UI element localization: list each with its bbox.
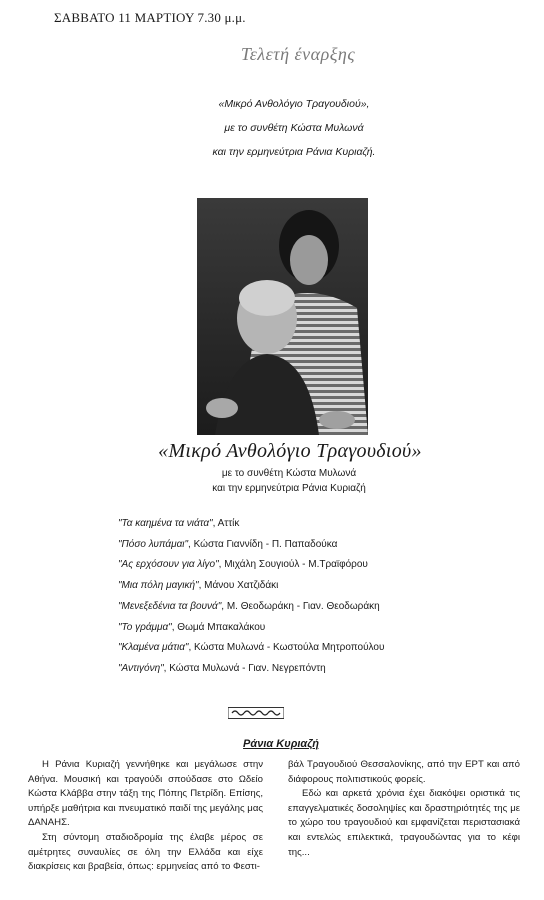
song-item xyxy=(118,618,448,639)
bio-column-left xyxy=(28,758,263,875)
intro-line-2 xyxy=(44,116,544,140)
album-subtitle xyxy=(0,466,544,496)
song-item xyxy=(118,597,448,618)
bio-column-right xyxy=(288,758,520,860)
song-title: "Ας ερχόσουν για λίγο" xyxy=(118,559,219,571)
song-title: "Κλαμένα μάτια" xyxy=(118,642,189,654)
song-credit: , Μ. Θεοδωράκη - Γιαν. Θεοδωράκη xyxy=(221,600,380,612)
bio-paragraph: βάλ Τραγουδιού Θεσσαλονίκης, από την ΕΡΤ και από διάφορους πολιτιστικούς φορείς. xyxy=(288,759,520,785)
bio-paragraph: Η Ράνια Κυριαζή γεννήθηκε και μεγάλωσε στην Αθήνα. Μουσική και τραγούδι σπούδασε στο Ωδείο Κώστα Κλάββα στην τάξη της Πόπης Πετρίδη. Επίσης, υπήρξε μαθήτρια και πνευματικό παιδί της μεγάλης μας ΔΑΝΑΗΣ. xyxy=(28,759,263,829)
song-credit: , Κώστα Γιαννίδη - Π. Παπαδούκα xyxy=(188,538,338,550)
song-list xyxy=(118,514,448,680)
ornament-divider-icon xyxy=(228,707,284,719)
song-credit: , Κώστα Μυλωνά - Κωστούλα Μητροπούλου xyxy=(188,642,385,654)
bio-paragraph: Εδώ και αρκετά χρόνια έχει διακόψει οριστικά τις επαγγελματικές δοσοληψίες και δραστηριότητές της με το χώρο του τραγουδιού και εμφανίζεται περιστασιακά και εντελώς επιλεκτικά, τραγουδώντας για το κέφι της... xyxy=(288,788,520,858)
event-date: ΣΑΒΒΑΤΟ 11 ΜΑΡΤΙΟΥ 7.30 μ.μ. xyxy=(54,10,246,25)
song-title: "Τα καημένα τα νιάτα" xyxy=(118,518,213,529)
song-title: "Μια πόλη μαγική" xyxy=(118,580,199,592)
intro-singer: Ράνια Κυριαζή. xyxy=(305,146,376,158)
song-item xyxy=(118,514,448,535)
album-title: «Μικρό Ανθολόγιο Τραγουδιού» xyxy=(158,440,422,462)
song-credit: , Αττίκ xyxy=(212,518,240,529)
song-credit: , Μάνου Χατζιδάκι xyxy=(198,580,279,592)
song-title: "Πόσο λυπάμαι" xyxy=(118,538,189,550)
song-credit: , Κώστα Μυλωνά - Γιαν. Νεγρεπόντη xyxy=(163,662,326,674)
intro-block xyxy=(0,92,544,164)
intro-line-2-prefix: με το συνθέτη xyxy=(224,122,291,134)
song-item xyxy=(118,535,448,556)
song-item xyxy=(118,576,448,597)
bio-title: Ράνια Κυριαζή xyxy=(243,738,319,750)
intro-line-3 xyxy=(44,140,544,164)
artists-photo xyxy=(197,198,368,435)
song-item xyxy=(118,555,448,576)
album-subtitle-line-2: και την ερμηνεύτρια Ράνια Κυριαζή xyxy=(212,483,366,494)
song-title: "Μενεξεδένια τα βουνά" xyxy=(118,600,222,612)
song-item xyxy=(118,638,448,659)
song-title: "Το γράμμα" xyxy=(118,621,172,633)
bio-paragraph: Στη σύντομη σταδιοδρομία της έλαβε μέρος σε αμέτρητες συναυλίες σε όλη την Ελλάδα και είχε διακρίσεις και βραβεία, όπως: ερμηνείας από το Φεστι- xyxy=(28,831,263,873)
song-credit: , Θωμά Μπακαλάκου xyxy=(171,621,266,633)
song-item xyxy=(118,659,448,680)
intro-line-1: «Μικρό Ανθολόγιο Τραγουδιού», xyxy=(218,98,370,110)
song-title: "Αντιγόνη" xyxy=(118,662,164,674)
intro-line-3-prefix: και την ερμηνεύτρια xyxy=(212,146,306,158)
ceremony-title: Τελετή έναρξης xyxy=(240,44,356,64)
album-subtitle-line-1: με το συνθέτη Κώστα Μυλωνά xyxy=(221,468,357,479)
song-credit: , Μιχάλη Σουγιούλ - Μ.Τραϊφόρου xyxy=(218,559,368,571)
intro-composer: Κώστα Μυλωνά xyxy=(290,122,364,134)
